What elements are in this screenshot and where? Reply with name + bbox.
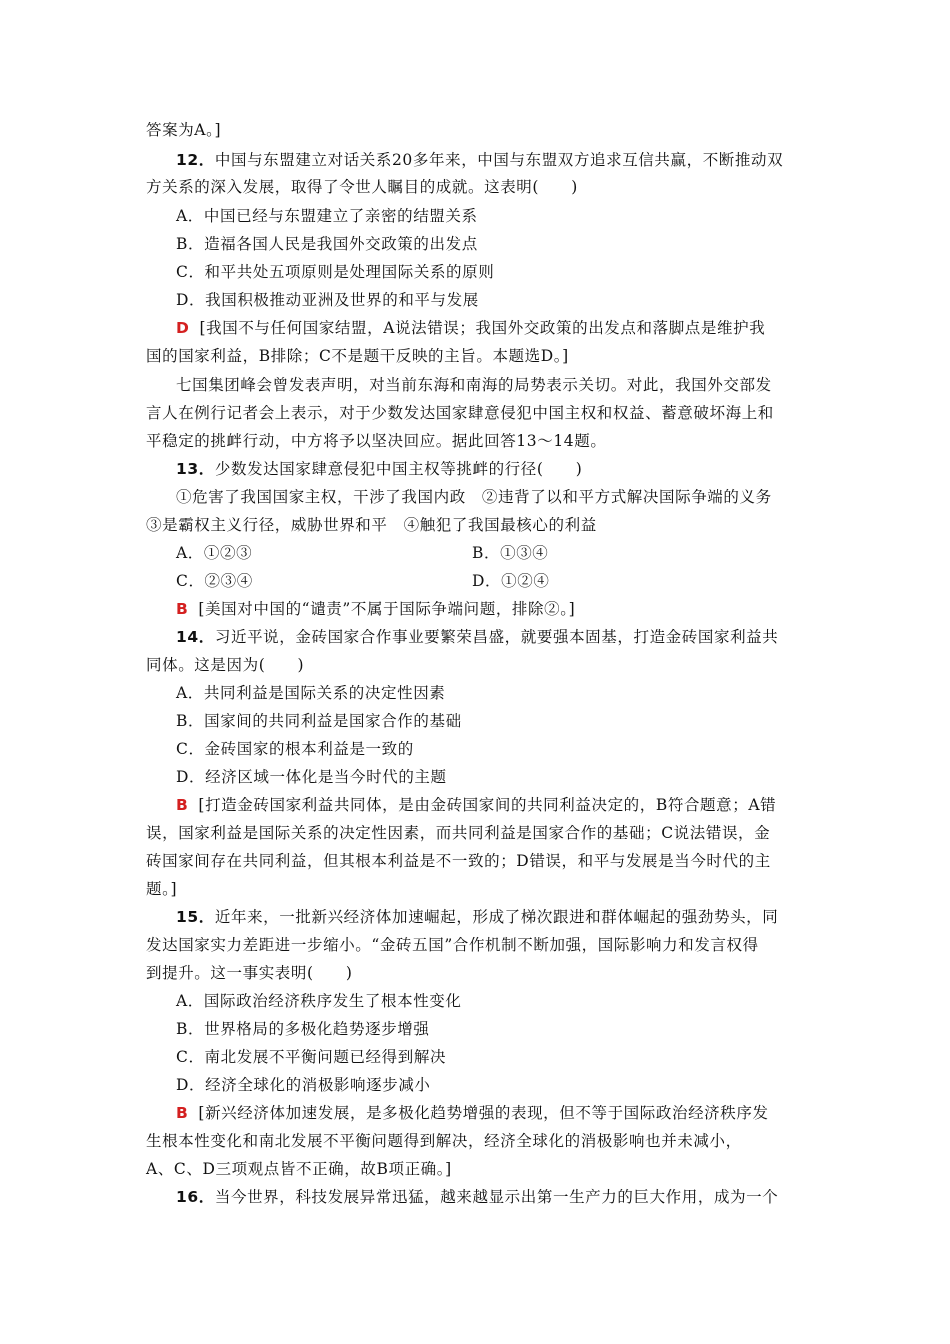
q12-number: 12． [176, 151, 215, 169]
q12-explanation-text-1: [我国不与任何国家结盟，A说法错误；我国外交政策的出发点和落脚点是维护我 [199, 319, 766, 337]
q15-option-d: D．经济全球化的消极影响逐步减小 [176, 1076, 431, 1094]
q15-explanation-line-2: 生根本性变化和南北发展不平衡问题得到解决，经济全球化的消极影响也并未减小， [146, 1132, 742, 1150]
q14-option-c: C．金砖国家的根本利益是一致的 [176, 740, 414, 758]
q13-number: 13． [176, 460, 215, 478]
q12-stem-line-1 [176, 150, 783, 170]
q13-option-a: A．①②③ [176, 544, 253, 562]
q13-option-d: D．①②④ [472, 572, 550, 590]
q13-option-c: C．②③④ [176, 572, 253, 590]
prev-answer-tail: 答案为A。] [146, 121, 222, 139]
q13-option-b: B．①③④ [472, 544, 549, 562]
q12-explanation-line-2: 国的国家利益，B排除；C不是题干反映的主旨。本题选D。] [146, 347, 569, 365]
q15-option-a: A．国际政治经济秩序发生了根本性变化 [176, 992, 462, 1010]
q14-explanation-line-3: 砖国家间存在共同利益，但其根本利益是不一致的；D错误，和平与发展是当今时代的主 [146, 852, 771, 870]
q16-stem-line-1 [176, 1187, 778, 1207]
q15-explanation-line-1 [176, 1103, 769, 1123]
q15-stem-text-1: 近年来，一批新兴经济体加速崛起，形成了梯次跟进和群体崛起的强劲势头，同 [214, 908, 779, 926]
q15-explanation-text-1: [新兴经济体加速发展，是多极化趋势增强的表现，但不等于国际政治经济秩序发 [198, 1104, 769, 1122]
q14-explanation-line-4: 题。] [146, 880, 178, 898]
q12-answer-letter: D [176, 319, 190, 337]
q14-explanation-text-1: [打造金砖国家利益共同体，是由金砖国家间的共同利益决定的，B符合题意；A错 [198, 796, 777, 814]
intro-paragraph-line-1: 七国集团峰会曾发表声明，对当前东海和南海的局势表示关切。对此，我国外交部发 [176, 376, 772, 394]
q14-option-d: D．经济区域一体化是当今时代的主题 [176, 768, 447, 786]
q14-answer-letter: B [176, 796, 189, 814]
q14-option-b: B．国家间的共同利益是国家合作的基础 [176, 712, 462, 730]
intro-paragraph-line-3: 平稳定的挑衅行动，中方将予以坚决回应。据此回答13～14题。 [146, 432, 607, 450]
q15-explanation-line-3: A、C、D三项观点皆不正确，故B项正确。] [146, 1160, 452, 1178]
q15-stem-line-2: 发达国家实力差距进一步缩小。“金砖五国”合作机制不断加强，国际影响力和发言权得 [146, 936, 759, 954]
q12-stem-text-1: 中国与东盟建立对话关系20多年来，中国与东盟双方追求互信共赢，不断推动双 [214, 151, 784, 169]
q12-option-d: D．我国积极推动亚洲及世界的和平与发展 [176, 291, 479, 309]
q14-explanation-line-1 [176, 795, 776, 815]
q14-stem-line-2: 同体。这是因为( ) [146, 656, 305, 674]
q14-explanation-line-2: 误，国家利益是国际关系的决定性因素，而共同利益是国家合作的基础；C说法错误，金 [146, 824, 771, 842]
q15-number: 15． [176, 908, 215, 926]
q12-explanation-line-1 [176, 318, 765, 338]
q15-stem-line-3: 到提升。这一事实表明( ) [146, 964, 353, 982]
q12-option-a: A．中国已经与东盟建立了亲密的结盟关系 [176, 207, 478, 225]
q13-answer-letter: B [176, 600, 189, 618]
q13-explanation-text-1: [美国对中国的“谴责”不属于国际争端问题，排除②。] [198, 600, 576, 618]
q16-stem-text-1: 当今世界，科技发展异常迅猛，越来越显示出第一生产力的巨大作用，成为一个 [214, 1188, 779, 1206]
q14-number: 14． [176, 628, 215, 646]
intro-paragraph-line-2: 言人在例行记者会上表示，对于少数发达国家肆意侵犯中国主权和权益、蓄意破坏海上和 [146, 404, 774, 422]
q13-explanation-line-1 [176, 599, 575, 619]
q14-stem-line-1 [176, 627, 778, 647]
q12-option-c: C．和平共处五项原则是处理国际关系的原则 [176, 263, 495, 281]
q13-items-line-1: ①危害了我国国家主权，干涉了我国内政 ②违背了以和平方式解决国际争端的义务 [176, 488, 772, 506]
q15-option-c: C．南北发展不平衡问题已经得到解决 [176, 1048, 447, 1066]
q13-stem-line-1 [176, 459, 582, 479]
q15-stem-line-1 [176, 907, 778, 927]
q14-stem-text-1: 习近平说，金砖国家合作事业要繁荣昌盛，就要强本固基，打造金砖国家利益共 [214, 628, 779, 646]
q15-option-b: B．世界格局的多极化趋势逐步增强 [176, 1020, 430, 1038]
q16-number: 16． [176, 1188, 215, 1206]
q14-option-a: A．共同利益是国际关系的决定性因素 [176, 684, 446, 702]
q12-option-b: B．造福各国人民是我国外交政策的出发点 [176, 235, 478, 253]
q12-stem-line-2: 方关系的深入发展，取得了令世人瞩目的成就。这表明( ) [146, 178, 578, 196]
q15-answer-letter: B [176, 1104, 189, 1122]
q13-items-line-2: ③是霸权主义行径，威胁世界和平 ④触犯了我国最核心的利益 [146, 516, 597, 534]
q13-stem-text-1: 少数发达国家肆意侵犯中国主权等挑衅的行径( ) [214, 460, 583, 478]
